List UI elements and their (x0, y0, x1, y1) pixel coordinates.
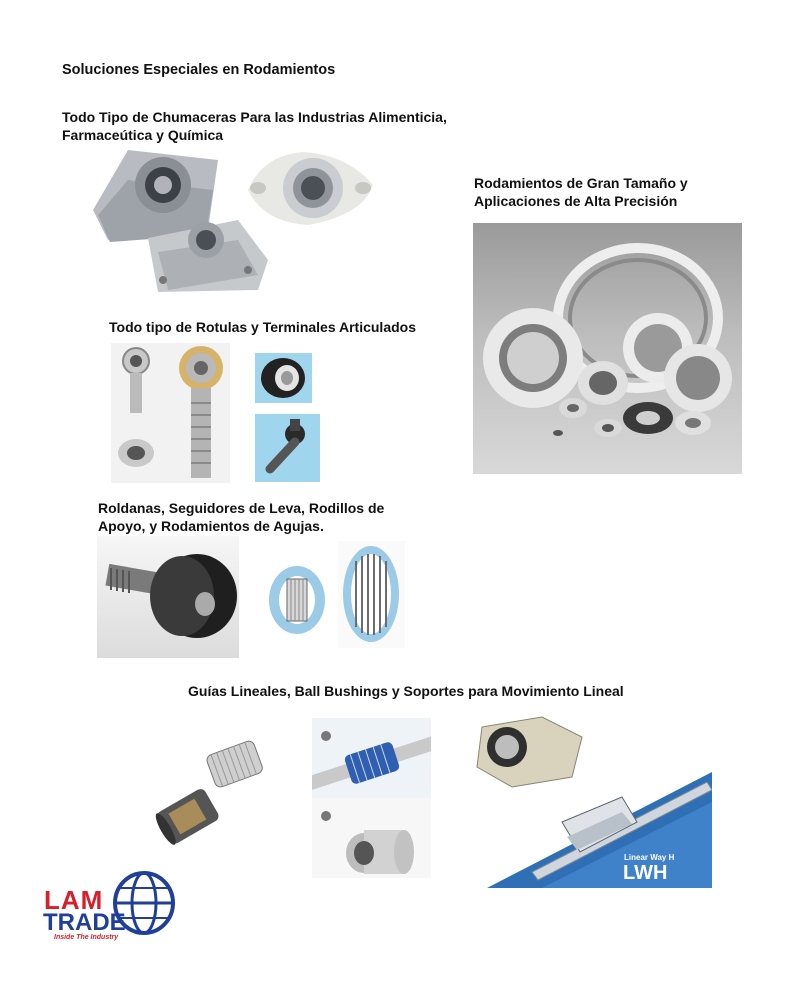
gran-tamano-title-line2: Aplicaciones de Alta Precisión (474, 193, 678, 209)
chumaceras-title-line1: Todo Tipo de Chumaceras Para las Industrias Alimenticia, (62, 109, 447, 125)
needle-bearing-image (265, 561, 330, 639)
lwh-caption-big: LWH (623, 862, 668, 884)
lwh-caption-small: Linear Way H (624, 853, 675, 862)
section-gran-tamano-heading (474, 174, 688, 210)
roldanas-title-line2: Apoyo, y Rodamientos de Agujas. (98, 518, 324, 534)
roldanas-title-line1: Roldanas, Seguidores de Leva, Rodillos de (98, 500, 385, 516)
ball-joint-image (255, 414, 320, 482)
cam-follower-image (97, 536, 239, 658)
chumaceras-title-line2: Farmaceútica y Química (62, 127, 224, 143)
linear-bushing-image (150, 735, 270, 850)
logo-tagline: Inside The Industry (54, 934, 119, 941)
gran-tamano-title-line1: Rodamientos de Gran Tamaño y (474, 175, 688, 191)
spherical-bearing-image (255, 353, 312, 403)
linear-guide-image (472, 712, 712, 888)
needle-roller-cage-image (338, 541, 405, 648)
page-title: Soluciones Especiales en Rodamientos (62, 62, 336, 78)
section-roldanas-heading (98, 499, 384, 535)
rod-end-image (111, 343, 230, 483)
large-bearings-image (473, 223, 742, 474)
pillow-block-image (88, 140, 408, 298)
rotulas-title: Todo tipo de Rotulas y Terminales Articulados (109, 319, 417, 335)
section-chumaceras-heading (62, 108, 447, 144)
logo-line2: TRADE (43, 909, 126, 936)
guias-title: Guías Lineales, Ball Bushings y Soportes para Movimiento Lineal (188, 683, 624, 699)
logo-line1: LAM (44, 885, 104, 915)
company-logo (40, 870, 180, 950)
ball-bushing-shaft-image (312, 718, 431, 878)
